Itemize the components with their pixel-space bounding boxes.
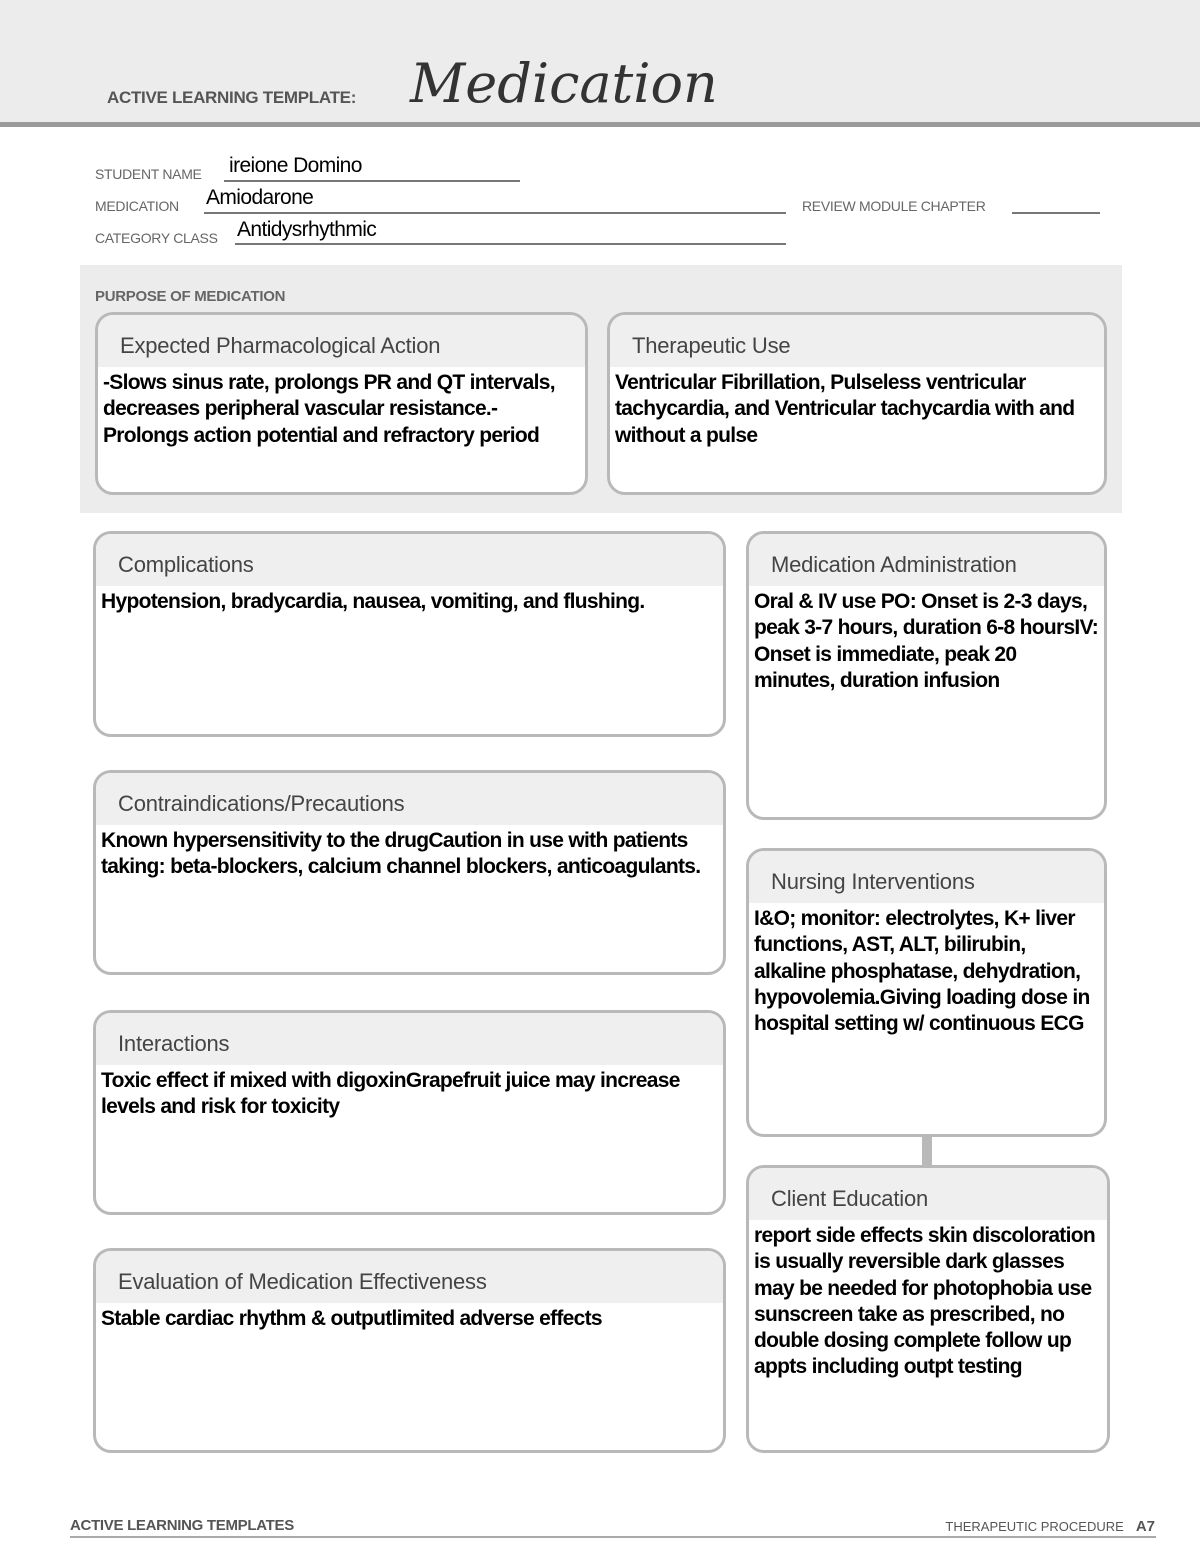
review-module-label: REVIEW MODULE CHAPTER: [802, 198, 986, 214]
box-body[interactable]: -Slows sinus rate, prolongs PR and QT intervals, decreases peripheral vascular resistance.-Prolongs action potential and refractory period: [103, 371, 555, 447]
box-body[interactable]: I&O; monitor: electrolytes, K+ liver functions, AST, ALT, bilirubin, alkaline phosphatase, dehydration, hypovolemia.Giving loading dose in hospital setting w/ continuous ECG: [754, 907, 1090, 1036]
box-body[interactable]: Known hypersensitivity to the drugCaution in use with patients taking: beta-blockers, calcium channel blockers, anticoagulants.: [101, 829, 701, 879]
evaluation-box: [93, 1248, 726, 1453]
student-name-field[interactable]: ireione Domino: [229, 154, 362, 177]
box-title: Client Education: [749, 1168, 1107, 1220]
med-admin-box: [746, 531, 1107, 820]
footer-divider: [70, 1536, 1156, 1538]
box-title: Interactions: [96, 1013, 723, 1065]
box-body[interactable]: Hypotension, bradycardia, nausea, vomiting, and flushing.: [101, 590, 645, 613]
category-class-field[interactable]: Antidysrhythmic: [237, 218, 377, 241]
client-education-box: [746, 1165, 1110, 1453]
category-class-label: CATEGORY CLASS: [95, 230, 218, 246]
review-module-field[interactable]: [1012, 212, 1100, 214]
box-title: Expected Pharmacological Action: [98, 315, 585, 367]
template-label: ACTIVE LEARNING TEMPLATE:: [107, 88, 357, 107]
footer-right: [945, 1518, 1155, 1535]
category-class-line: [235, 243, 786, 245]
box-body[interactable]: Oral & IV use PO: Onset is 2-3 days, peak 3-7 hours, duration 6-8 hoursIV: Onset is immediate, peak 20 minutes, duration infusion: [754, 590, 1099, 692]
box-connector: [922, 1137, 932, 1167]
box-body[interactable]: Ventricular Fibrillation, Pulseless ventricular tachycardia, and Ventricular tachycardia with and without a pulse: [615, 371, 1075, 447]
pharm-action-box: [95, 312, 588, 495]
purpose-label: PURPOSE OF MEDICATION: [95, 288, 286, 305]
footer-left: ACTIVE LEARNING TEMPLATES: [70, 1517, 294, 1534]
footer-section: THERAPEUTIC PROCEDURE: [945, 1519, 1124, 1534]
box-title: Medication Administration: [749, 534, 1104, 586]
box-title: Evaluation of Medication Effectiveness: [96, 1251, 723, 1303]
box-body[interactable]: report side effects skin discoloration is usually reversible dark glasses may be needed for photophobia use sunscreen take as prescribed, no double dosing complete follow up appts including outpt testing: [754, 1224, 1095, 1379]
box-title: Therapeutic Use: [610, 315, 1104, 367]
therapeutic-use-box: [607, 312, 1107, 495]
box-title: Complications: [96, 534, 723, 586]
medication-label: MEDICATION: [95, 198, 179, 214]
student-name-line: [224, 180, 520, 182]
interactions-box: [93, 1010, 726, 1215]
page-number: A7: [1135, 1518, 1155, 1535]
contraindications-box: [93, 770, 726, 975]
medication-field[interactable]: Amiodarone: [206, 186, 314, 209]
box-title: Contraindications/Precautions: [96, 773, 723, 825]
box-body[interactable]: Stable cardiac rhythm & outputlimited adverse effects: [101, 1307, 602, 1330]
nursing-interventions-box: [746, 848, 1107, 1137]
header-divider: [0, 122, 1200, 127]
medication-line: [204, 212, 786, 214]
complications-box: [93, 531, 726, 737]
page-title: Medication: [410, 52, 718, 115]
student-name-label: STUDENT NAME: [95, 166, 202, 182]
box-title: Nursing Interventions: [749, 851, 1104, 903]
box-body[interactable]: Toxic effect if mixed with digoxinGrapefruit juice may increase levels and risk for toxicity: [101, 1069, 680, 1119]
